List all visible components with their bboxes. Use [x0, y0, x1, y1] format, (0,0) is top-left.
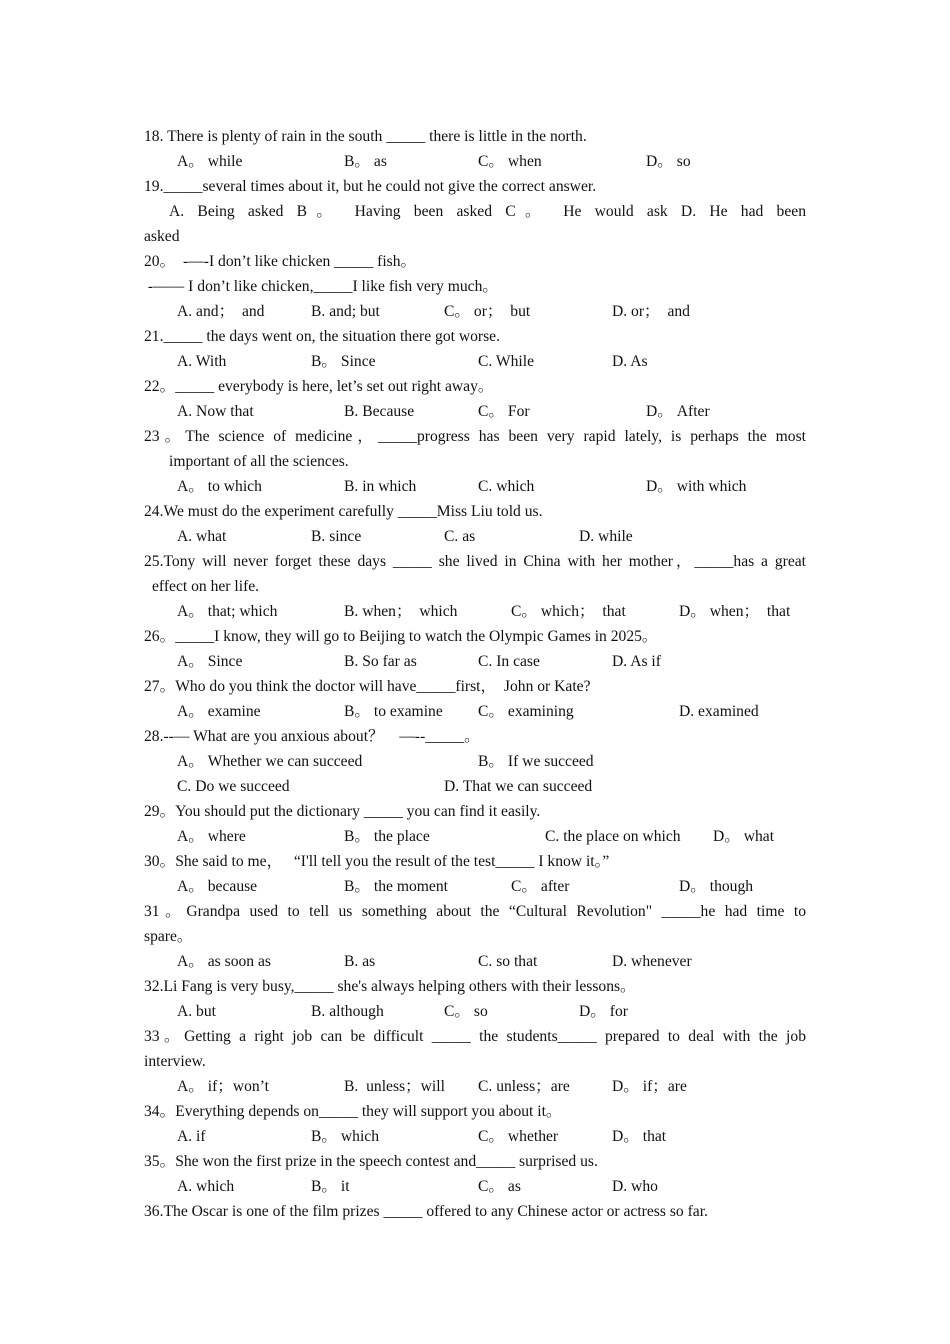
- question-25: [144, 549, 806, 624]
- option-d: D. who: [612, 1178, 658, 1195]
- options-row: [144, 774, 806, 799]
- question-26: [144, 624, 806, 674]
- option-b: B。 the moment: [344, 878, 448, 895]
- question-stem: 27。Who do you think the doctor will have_____first， John or Kate?: [144, 678, 591, 695]
- option-a: A. which: [177, 1178, 235, 1195]
- option-a: A。 while: [177, 153, 243, 170]
- option-c: C. as: [444, 528, 476, 545]
- options-row: [144, 349, 806, 374]
- option-c: C。 whether: [478, 1128, 559, 1145]
- option-b: B. and; but: [311, 303, 380, 320]
- option-c: C。 after: [511, 878, 570, 895]
- option-a: A. but: [177, 1003, 216, 1020]
- question-24: [144, 499, 806, 549]
- option-d: D。 so: [646, 153, 691, 170]
- option-a: A。 Whether we can succeed: [177, 753, 363, 770]
- options-row: [144, 749, 806, 774]
- option-d: D。 what: [713, 828, 775, 845]
- option-a: A. what: [177, 528, 227, 545]
- option-d: D. or； and: [612, 303, 690, 320]
- option-d: D。 After: [646, 403, 710, 420]
- question-stem-continued: important of all the sciences.: [169, 453, 349, 470]
- options-row: [144, 474, 806, 499]
- question-stem-continued: interview.: [144, 1053, 206, 1070]
- question-stem-continued: spare。: [144, 928, 193, 945]
- question-29: [144, 799, 806, 849]
- option-c: C。 examining: [478, 703, 574, 720]
- option-c: C。 as: [478, 1178, 521, 1195]
- option-b: B。 to examine: [344, 703, 443, 720]
- option-a: A。 to which: [177, 478, 262, 495]
- option-c: C。 For: [478, 403, 530, 420]
- option-b: B. although: [311, 1003, 384, 1020]
- question-34: [144, 1099, 806, 1149]
- question-18: [144, 124, 806, 174]
- options-row: [144, 149, 806, 174]
- options-row: [144, 1174, 806, 1199]
- option-b: B. when； which: [344, 603, 458, 620]
- question-21: [144, 324, 806, 374]
- option-b: B. as: [344, 953, 376, 970]
- question-33: [144, 1024, 806, 1099]
- option-d: D. whenever: [612, 953, 692, 970]
- option-b: B。 If we succeed: [478, 753, 594, 770]
- option-b: B。 which: [311, 1128, 380, 1145]
- question-stem: 34。Everything depends on_____ they will support you about it。: [144, 1103, 562, 1120]
- option-b: D. That we can succeed: [444, 778, 593, 795]
- option-a: A. With: [177, 353, 227, 370]
- question-stem: 20。 -—-I don’t like chicken _____ fish。: [144, 253, 417, 270]
- option-c: C。 or； but: [444, 303, 531, 320]
- option-b: B. in which: [344, 478, 417, 495]
- option-b: B. unless；will: [344, 1078, 445, 1095]
- question-stem: 30。She said to me， “I'll tell you the result of the test_____ I know it。”: [144, 853, 610, 870]
- question-stem-continued: asked: [144, 228, 180, 245]
- question-35: [144, 1149, 806, 1199]
- option-d: D. examined: [679, 703, 759, 720]
- option-d: D. As: [612, 353, 648, 370]
- option-d: D。 for: [579, 1003, 628, 1020]
- option-a: A。 if；won’t: [177, 1078, 269, 1095]
- option-c: C. so that: [478, 953, 538, 970]
- option-a: A。 examine: [177, 703, 261, 720]
- question-stem: 29。You should put the dictionary _____ you can find it easily.: [144, 803, 541, 820]
- question-stem: 21._____ the days went on, the situation there got worse.: [144, 328, 500, 345]
- options-row: [144, 599, 806, 624]
- option-c: C. unless；are: [478, 1078, 570, 1095]
- option-a: A。 as soon as: [177, 953, 271, 970]
- question-28: [144, 724, 806, 799]
- option-b: B. since: [311, 528, 362, 545]
- option-b: B。 it: [311, 1178, 350, 1195]
- options-row: [144, 649, 806, 674]
- options-row: [144, 399, 806, 424]
- question-31: [144, 899, 806, 974]
- question-stem: 24.We must do the experiment carefully _____Miss Liu told us.: [144, 503, 543, 520]
- option-d: D. while: [579, 528, 633, 545]
- question-stem: 23。The science of medicine，_____progress has been very rapid lately, is perhaps the most: [144, 428, 806, 445]
- question-32: [144, 974, 806, 1024]
- question-stem: -—— I don’t like chicken,_____I like fish very much。: [144, 278, 498, 295]
- option-a: A. Now that: [177, 403, 254, 420]
- question-23: [144, 424, 806, 499]
- option-b: B. Because: [344, 403, 415, 420]
- option-a: C. Do we succeed: [177, 778, 290, 795]
- question-stem: 25.Tony will never forget these days _____ she lived in China with her mother，_____has a great: [144, 553, 806, 570]
- question-36: [144, 1199, 806, 1224]
- option-c: C. the place on which: [545, 828, 681, 845]
- option-d: D。 that: [612, 1128, 667, 1145]
- option-c: C. In case: [478, 653, 540, 670]
- option-d: D。 though: [679, 878, 754, 895]
- options-row: [144, 999, 806, 1024]
- question-stem: 33。Getting a right job can be difficult _____ the students_____ prepared to deal with the job: [144, 1028, 806, 1045]
- option-b: B. So far as: [344, 653, 417, 670]
- option-a: A. and； and: [177, 303, 265, 320]
- question-30: [144, 849, 806, 899]
- option-b: B。 the place: [344, 828, 430, 845]
- option-c: C. While: [478, 353, 535, 370]
- question-22: [144, 374, 806, 424]
- option-d: D. As if: [612, 653, 661, 670]
- question-stem-continued: effect on her life.: [152, 578, 260, 595]
- question-stem: 18. There is plenty of rain in the south _____ there is little in the north.: [144, 128, 587, 145]
- option-b: B。 as: [344, 153, 387, 170]
- option-a: A. if: [177, 1128, 206, 1145]
- option-a: A。 that; which: [177, 603, 278, 620]
- option-b: B。 Since: [311, 353, 376, 370]
- question-stem: 32.Li Fang is very busy,_____ she's always helping others with their lessons。: [144, 978, 636, 995]
- options-row: [144, 874, 806, 899]
- option-a: A。 Since: [177, 653, 243, 670]
- option-d: D。 if；are: [612, 1078, 687, 1095]
- question-20: [144, 249, 806, 324]
- question-stem: 36.The Oscar is one of the film prizes _____ offered to any Chinese actor or actress so far.: [144, 1203, 708, 1220]
- exercise-page: [144, 124, 806, 1224]
- question-stem: 22。_____ everybody is here, let’s set out right away。: [144, 378, 494, 395]
- option-a: A。 where: [177, 828, 246, 845]
- option-c: C。 when: [478, 153, 542, 170]
- options-row: [144, 699, 806, 724]
- options-row: A. Being asked B。 Having been asked C。 He would ask D. He had been: [169, 203, 806, 220]
- question-stem: 26。_____I know, they will go to Beijing to watch the Olympic Games in 2025。: [144, 628, 658, 645]
- options-row: [144, 1124, 806, 1149]
- option-c: C. which: [478, 478, 535, 495]
- options-row: [144, 949, 806, 974]
- options-row: [144, 1074, 806, 1099]
- question-27: [144, 674, 806, 724]
- options-row: [144, 299, 806, 324]
- question-stem: 28.--— What are you anxious about？ —--_____。: [144, 728, 480, 745]
- question-stem: 31。Grandpa used to tell us something about the “Cultural Revolution" _____he had time to: [144, 903, 806, 920]
- question-stem: 19._____several times about it, but he could not give the correct answer.: [144, 178, 597, 195]
- question-19: [144, 174, 806, 249]
- question-stem: 35。She won the first prize in the speech contest and_____ surprised us.: [144, 1153, 598, 1170]
- options-row: [144, 824, 806, 849]
- options-row: [144, 524, 806, 549]
- option-a: A。 because: [177, 878, 258, 895]
- option-d: D。 when； that: [679, 603, 791, 620]
- option-d: D。 with which: [646, 478, 747, 495]
- option-c: C。 which； that: [511, 603, 626, 620]
- option-c: C。 so: [444, 1003, 488, 1020]
